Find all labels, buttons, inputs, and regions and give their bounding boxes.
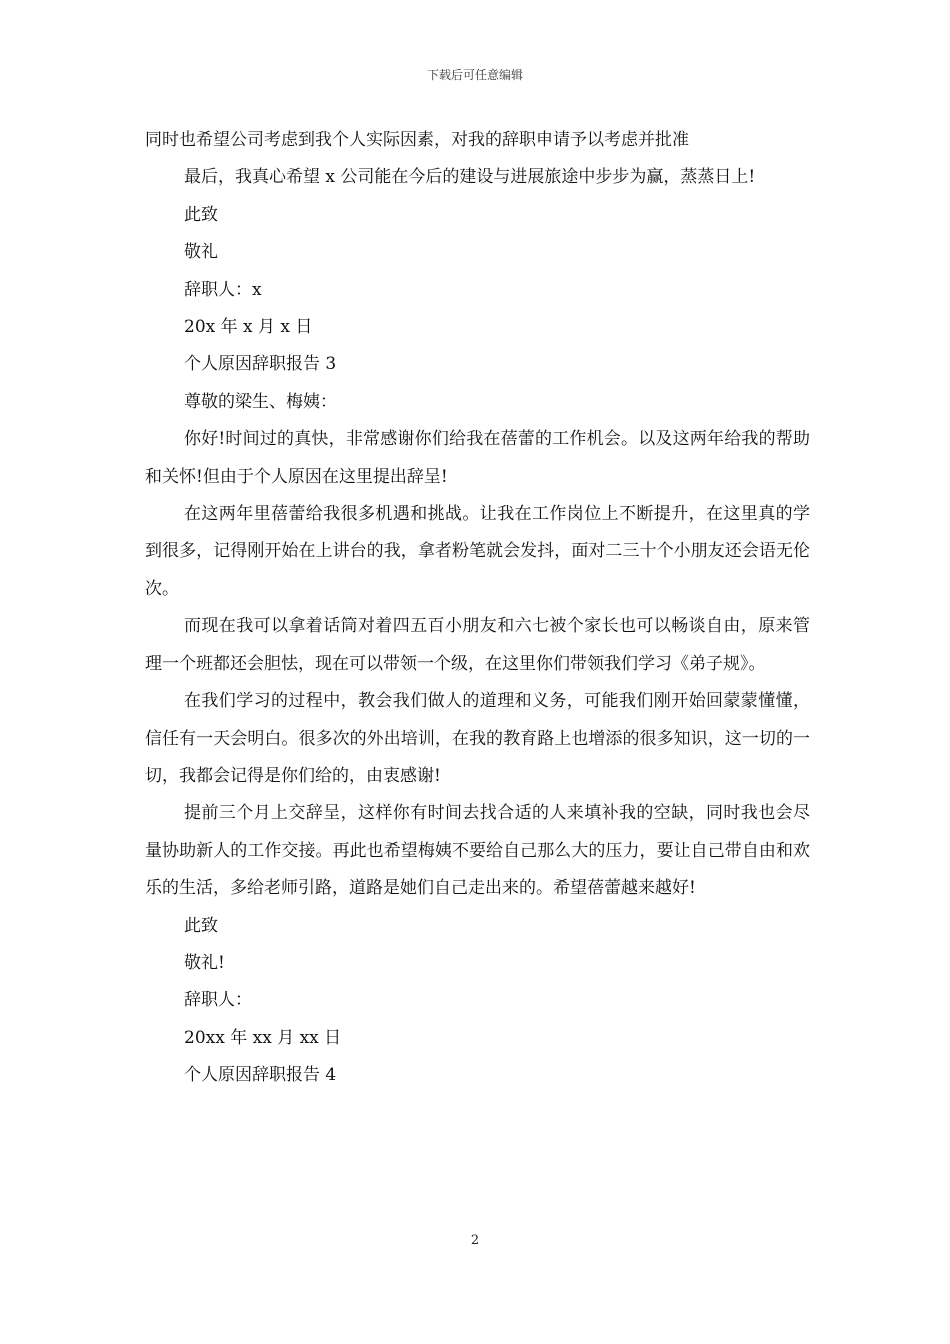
paragraph: 在这两年里蓓蕾给我很多机遇和挑战。让我在工作岗位上不断提升，在这里真的学到很多，记得刚开始在上讲台的我，拿者粉笔就会发抖，面对二三十个小朋友还会语无伦次。 [145,504,810,599]
date-line: 20x 年 x 月 x 日 [184,317,313,338]
section-title: 个人原因辞职报告 4 [184,1065,337,1086]
document-body [145,122,810,1095]
signature-line: 辞职人： [184,990,252,1011]
page-header: 下载后可任意编辑 [426,68,523,82]
paragraph: 而现在我可以拿着话筒对着四五百小朋友和六七被个家长也可以畅谈自由，原来管理一个班都还会胆怯，现在可以带领一个级，在这里你们带领我们学习《弟子规》。 [145,616,810,674]
greeting: 尊敬的梁生、梅姨： [184,391,337,412]
closing-regards: 敬礼 [184,242,218,263]
closing-regards: 敬礼! [184,952,225,973]
page-number: 2 [470,1233,480,1248]
signature-line: 辞职人：x [184,279,262,300]
date-line: 20xx 年 xx 月 xx 日 [184,1027,342,1048]
section-title: 个人原因辞职报告 3 [184,354,337,375]
paragraph: 同时也希望公司考虑到我个人实际因素，对我的辞职申请予以考虑并批准 [145,130,689,150]
closing-salutation: 此致 [184,915,218,936]
paragraph: 提前三个月上交辞呈，这样你有时间去找合适的人来填补我的空缺，同时我也会尽量协助新人的工作交接。再此也希望梅姨不要给自己那么大的压力，要让自己带自由和欢乐的生活，多给老师引路，道路是她们自己走出来的。希望蓓蕾越来越好! [145,803,810,899]
paragraph: 你好!时间过的真快，非常感谢你们给我在蓓蕾的工作机会。以及这两年给我的帮助和关怀!但由于个人原因在这里提出辞呈! [145,429,810,487]
closing-salutation: 此致 [184,204,218,225]
paragraph: 最后，我真心希望 x 公司能在今后的建设与进展旅途中步步为赢，蒸蒸日上! [184,167,756,188]
paragraph: 在我们学习的过程中，教会我们做人的道理和义务，可能我们刚开始回蒙蒙懂懂，信任有一天会明白。很多次的外出培训，在我的教育路上也增添的很多知识，这一切的一切，我都会记得是你们给的，由衷感谢! [145,691,810,786]
